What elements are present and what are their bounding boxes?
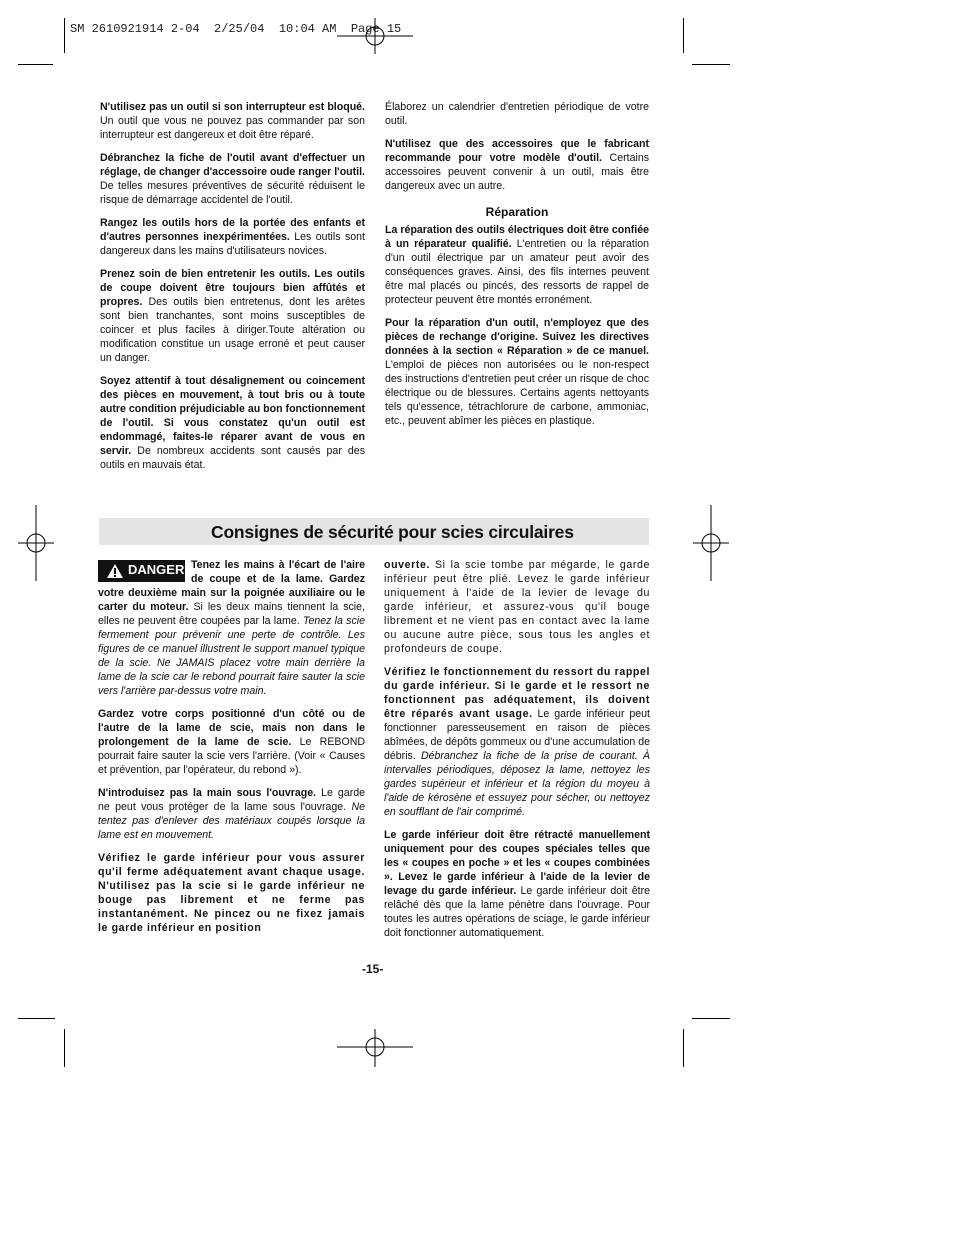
paragraph: N'utilisez que des accessoires que le fabricant recommande pour votre modèle d'outil. Certains accessoires peuvent convenir à un outil, mais être dangereux avec un autre. [385, 138, 650, 192]
paragraph: Débranchez la fiche de l'outil avant d'effectuer un réglage, de changer d'accessoire oude ranger l'outil. De telles mesures préventives de sécurité réduisent le risque de démarrage accidentel de l'outil. [100, 152, 365, 206]
registration-mark-icon [693, 505, 729, 581]
paragraph: Élaborez un calendrier d'entretien périodique de votre outil. [385, 101, 649, 127]
paragraph: N'utilisez pas un outil si son interrupteur est bloqué. Un outil que vous ne pouvez pas commander par son interrupteur est dangereux et doit être réparé. [100, 101, 365, 141]
bottom-right-column [384, 558, 650, 949]
paragraph: Pour la réparation d'un outil, n'employez que des pièces de rechange d'origine. Suivez les directives données à la section « Réparation » de ce manuel. L'emploi de pièces non autorisées ou le non-respect des instructions d'entretien peut créer un risque de choc électrique ou de blessures. Certains agents nettoyants tels qu'essence, tétrachlorure de carbone, ammoniac, etc., peuvent abîmer les pièces en plastique. [385, 317, 649, 427]
crop-mark [683, 1029, 684, 1067]
top-right-column [385, 100, 649, 437]
paragraph: Rangez les outils hors de la portée des enfants et d'autres personnes inexpérimentées. Les outils sont dangereux dans les mains d'utilisateurs novices. [100, 217, 365, 257]
crop-mark [18, 64, 53, 65]
paragraph: Vérifiez le garde inférieur pour vous assurer qu'il ferme adéquatement avant chaque usage. N'utilisez pas la scie si le garde inférieur ne bouge pas librement et ne ferme pas instantanément. Ne pincez ou ne fixez jamais le garde inférieur en position [98, 852, 365, 934]
paragraph: DANGER Tenez les mains à l'écart de l'aire de coupe et de la lame. Gardez votre deuxième main sur la poignée auxiliaire ou le carter du moteur. Si les deux mains tiennent la scie, elles ne peuvent être coupées par la lame. Tenez la scie fermement pour prévenir une perte de contrôle. Les figures de ce manuel illustrent le support manuel typique de la scie. Ne JAMAIS placez votre main derrière la lame de la scie car le rebond pourrait faire sauter la scie vers l'arrière par-dessus votre main. [98, 559, 365, 697]
page-number: -15- [362, 962, 384, 976]
paragraph: Vérifiez le fonctionnement du ressort du rappel du garde inférieur. Si le garde et le ressort ne fonctionnent pas adéquatement, ils doivent être réparés avant usage. Le garde inférieur peut fonctionner paresseusement en raison de pièces abîmées, de dépôts gommeux ou d'une accumulation de débris. Débranchez la fiche de la prise de courant. À intervalles périodiques, déposez la lame, nettoyez les gardes supérieur et inférieur et la région du moyeu à l'aide de kérosène et essuyez pour sécher, ou nettoyez en soufflant de l'air comprimé. [384, 666, 650, 818]
danger-label: DANGER [128, 562, 185, 577]
paragraph: Soyez attentif à tout désalignement ou coincement des pièces en mouvement, à tout bris ou à toute autre condition préjudiciable au bon fonctionnement de l'outil. Si vous constatez qu'un outil est endommagé, faites-le réparer avant de vous en servir. De nombreux accidents sont causés par des outils en mauvais état. [100, 375, 365, 471]
paragraph: ouverte. Si la scie tombe par mégarde, le garde inférieur peut être plié. Levez le garde inférieur uniquement à l'aide de la levier de levage du garde inférieur, et assurez-vous qu'il bouge librement et ne vient pas en contact avec la lame ou aucune autre pièce, sous tous les angles et profondeurs de coupe. [384, 559, 650, 655]
registration-mark-icon [18, 505, 54, 581]
crop-mark [692, 64, 730, 65]
section-banner [99, 518, 649, 545]
paragraph: Gardez votre corps positionné d'un côté ou de l'autre de la lame de scie, mais non dans le prolongement de la lame de scie. Le REBOND pourrait faire sauter la scie vers l'arrière. (Voir « Causes et prévention, par l'opérateur, du rebond »). [98, 708, 366, 776]
warning-triangle-icon [107, 564, 123, 578]
paragraph: Le garde inférieur doit être rétracté manuellement uniquement pour des coupes spéciales telles que les « coupes en poche » et les « coupes combinées ». Levez le garde inférieur à l'aide de la levier de levage du garde inférieur. Le garde inférieur doit être relâché dès que la lame pénètre dans l'ouvrage. Pour toutes les autres opérations de sciage, le garde inférieur doit fonctionner automatiquement. [384, 829, 650, 939]
print-slug: SM 2610921914 2-04 2/25/04 10:04 AM Page 15 [70, 22, 402, 36]
registration-mark-icon [337, 18, 413, 54]
crop-mark [683, 18, 684, 53]
paragraph: La réparation des outils électriques doit être confiée à un réparateur qualifié. L'entretien ou la réparation d'un outil électrique par un amateur peut avoir des conséquences graves. Ainsi, des fils internes peuvent être mal placés ou pincés, des ressorts de rappel de protecteur peuvent être montés erronément. [385, 224, 649, 306]
registration-mark-icon [337, 1029, 413, 1067]
danger-badge [98, 560, 185, 582]
bottom-left-column [98, 558, 365, 944]
section-heading-reparation: Réparation [485, 205, 549, 219]
crop-mark [18, 1018, 55, 1019]
paragraph: Prenez soin de bien entretenir les outils. Les outils de coupe doivent être toujours bien affûtés et propres. Des outils bien entretenus, dont les arêtes sont bien tranchantes, sont moins susceptibles de coincer et plus faciles à diriger.Toute altération ou modification constitue un usage erroné et peut causer un danger. [100, 268, 365, 364]
crop-mark [692, 1018, 730, 1019]
section-title: Consignes de sécurité pour scies circulaires [211, 522, 574, 542]
top-left-column [100, 100, 365, 481]
crop-mark [64, 18, 65, 53]
paragraph: N'introduisez pas la main sous l'ouvrage. Le garde ne peut vous protéger de la lame sous l'ouvrage. Ne tentez pas d'enlever des matériaux coupés lorsque la lame est en mouvement. [98, 787, 366, 841]
crop-mark [64, 1029, 65, 1067]
